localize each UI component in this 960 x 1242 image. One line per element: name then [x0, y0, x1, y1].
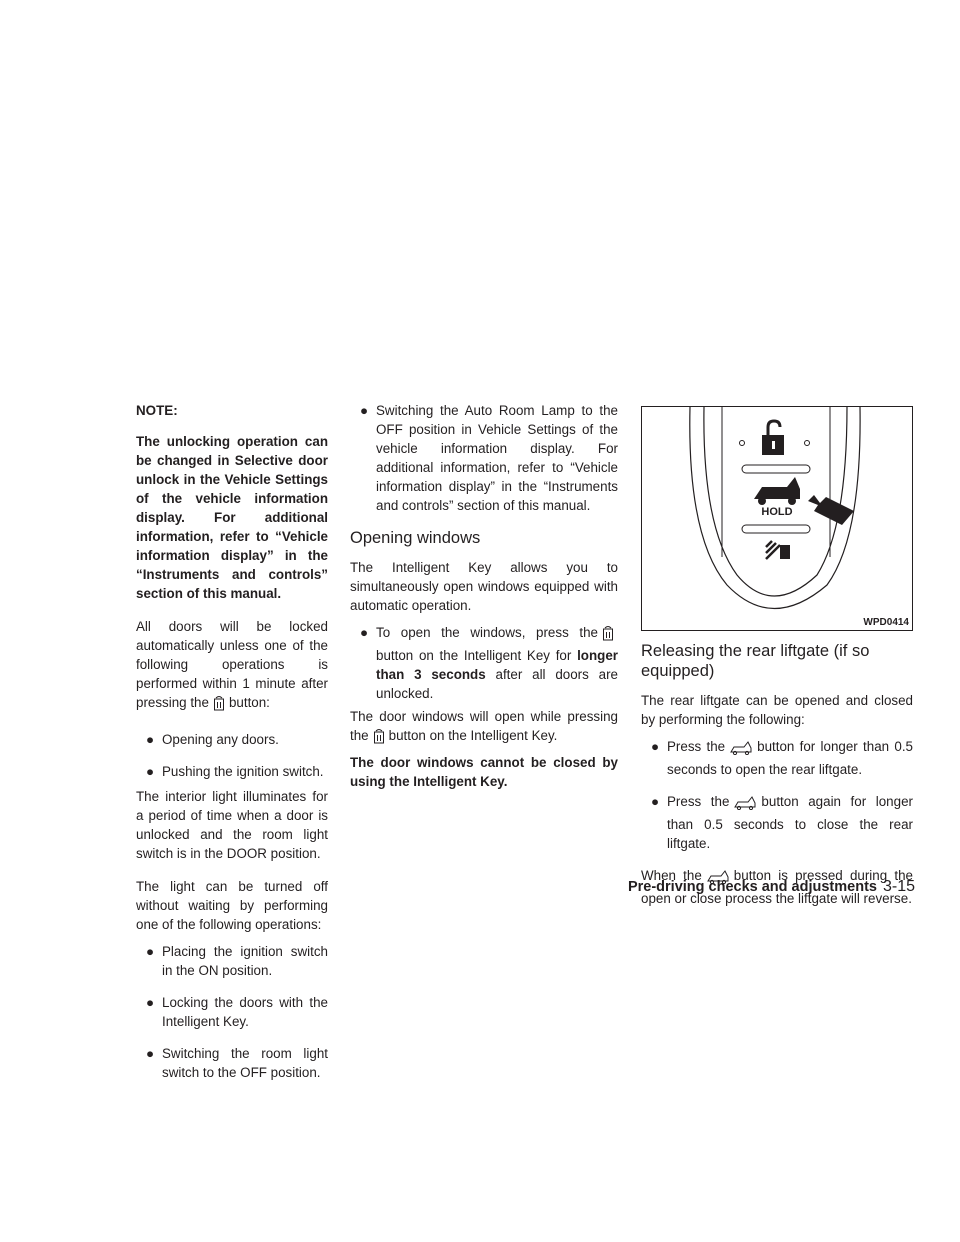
- auto-lock-paragraph: All doors will be locked automatically unless one of the following operations is performed within 1 minute after pressing the button:: [136, 617, 328, 716]
- list-item: ● To open the windows, press thebutton on the Intelligent Key for longer than 3 seconds after all doors are unlocked.: [360, 625, 619, 701]
- window-key-icon: [602, 625, 614, 646]
- windows-open-paragraph: The door windows will open while pressing the button on the Intelligent Key.: [350, 707, 618, 749]
- list-item: ● Placing the ignition switch in the ON position.: [146, 944, 328, 978]
- page-number: 3-15: [882, 878, 915, 895]
- column-left: [136, 401, 328, 1095]
- note-heading: NOTE:: [136, 403, 178, 418]
- page-footer: [0, 878, 915, 896]
- liftgate-key-icon: [729, 741, 753, 760]
- interior-light-paragraph: The interior light illuminates for a period of time when a door is unlocked and the room light switch is in the DOOR position.: [136, 789, 328, 861]
- list-item: ● Opening any doors.: [146, 732, 279, 747]
- list-item: ● Switching the Auto Room Lamp to the OFF position in Vehicle Settings of the vehicle information display. For additional information, refer to “Vehicle information display” in the “Instruments and controls” section of this manual.: [360, 403, 618, 513]
- section-heading-liftgate: Releasing the rear liftgate (if so equipped): [641, 642, 870, 680]
- section-heading-opening-windows: Opening windows: [350, 529, 481, 547]
- window-key-icon: [373, 728, 385, 749]
- intelligent-key-figure: [641, 406, 913, 631]
- figure-id: WPD0414: [860, 616, 912, 630]
- windows-warning: The door windows cannot be closed by using the Intelligent Key.: [350, 755, 618, 789]
- list-item: ● Press the button again for longer than 0.5 seconds to close the rear liftgate.: [651, 794, 913, 851]
- liftgate-paragraph: The rear liftgate can be opened and closed by performing the following:: [641, 693, 913, 727]
- list-item: ● Locking the doors with the Intelligent Key.: [146, 995, 328, 1029]
- intelligent-key-illustration: [642, 407, 913, 631]
- note-body: The unlocking operation can be changed in Selective door unlock in the Vehicle Settings of the vehicle information display. For additional information, refer to “Vehicle information display” in the “Instruments and controls” section of this manual.: [136, 434, 328, 601]
- window-key-icon: [213, 695, 225, 716]
- footer-section-title: Pre-driving checks and adjustments: [627, 879, 877, 895]
- list-item: ● Switching the room light switch to the OFF position.: [146, 1046, 328, 1080]
- list-item: ● Pushing the ignition switch.: [146, 764, 324, 779]
- column-middle: [350, 401, 618, 805]
- opening-windows-paragraph: The Intelligent Key allows you to simultaneously open windows equipped with automatic operation.: [350, 560, 618, 613]
- column-right: [641, 406, 913, 922]
- hold-label: HOLD: [761, 506, 793, 518]
- liftgate-key-icon: [733, 796, 757, 815]
- light-off-paragraph: The light can be turned off without waiting by performing one of the following operations:: [136, 879, 328, 932]
- list-item: ● Press the button for longer than 0.5 seconds to open the rear liftgate.: [651, 739, 913, 777]
- liftgate-reverse-paragraph: When the button is pressed during the open or close process the liftgate will reverse.: [641, 868, 913, 906]
